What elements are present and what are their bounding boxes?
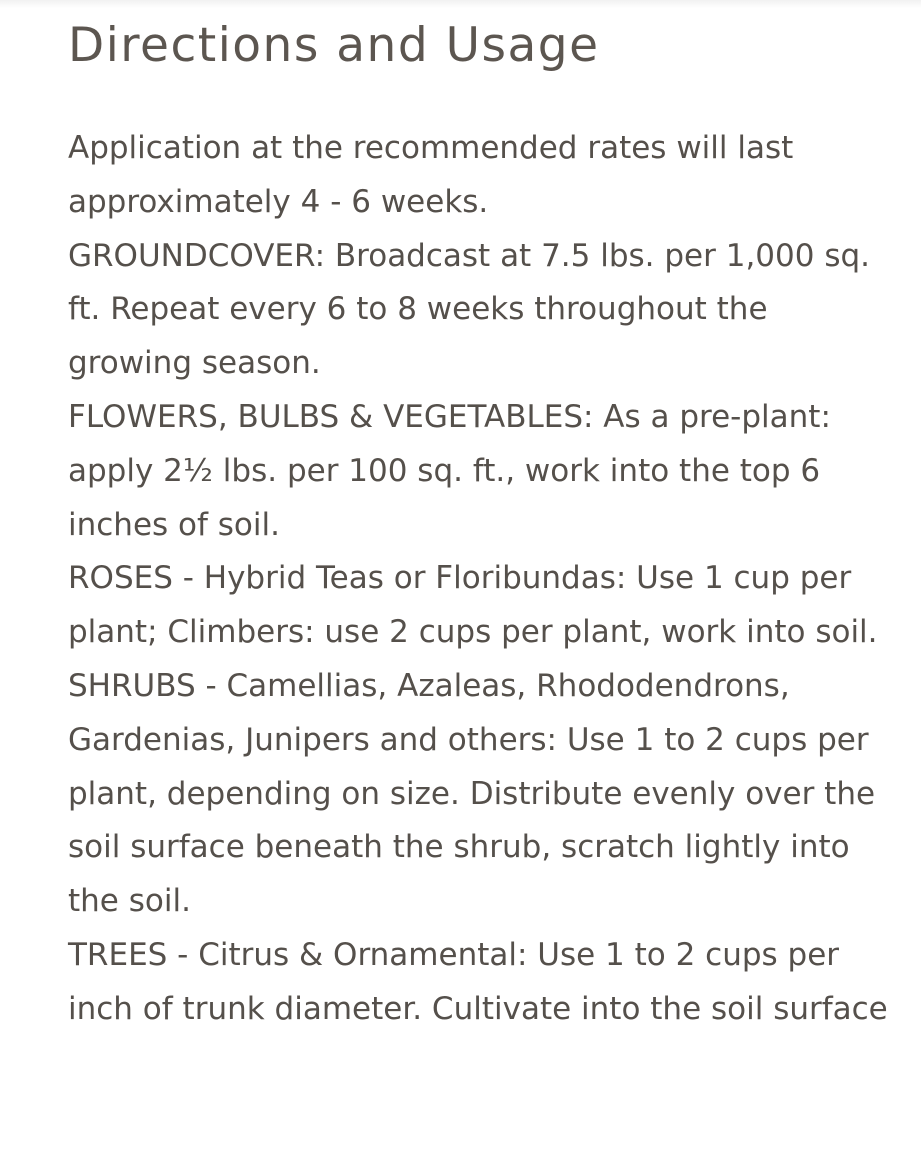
flowers-paragraph: FLOWERS, BULBS & VEGETABLES: As a pre-plant: apply 2½ lbs. per 100 sq. ft., work into the top 6 inches of soil. [68, 398, 831, 543]
groundcover-paragraph: GROUNDCOVER: Broadcast at 7.5 lbs. per 1,000 sq. ft. Repeat every 6 to 8 weeks throughout the growing season. [68, 237, 871, 382]
roses-paragraph: ROSES - Hybrid Teas or Floribundas: Use 1 cup per plant; Climbers: use 2 cups per plant, work into soil. [68, 560, 878, 651]
shrubs-paragraph: SHRUBS - Camellias, Azaleas, Rhododendrons, Gardenias, Junipers and others: Use 1 to 2 cups per plant, depending on size. Distribute evenly over the soil surface beneath the shrub, scratch lightly into the soil. [68, 667, 876, 920]
directions-section [68, 14, 898, 1037]
top-shadow-divider [0, 0, 921, 8]
directions-body [68, 122, 898, 1037]
trees-paragraph: TREES - Citrus & Ornamental: Use 1 to 2 cups per inch of trunk diameter. Cultivate into the soil surface [68, 936, 888, 1027]
section-heading: Directions and Usage [68, 18, 600, 73]
intro-paragraph: Application at the recommended rates will last approximately 4 - 6 weeks. [68, 130, 794, 220]
